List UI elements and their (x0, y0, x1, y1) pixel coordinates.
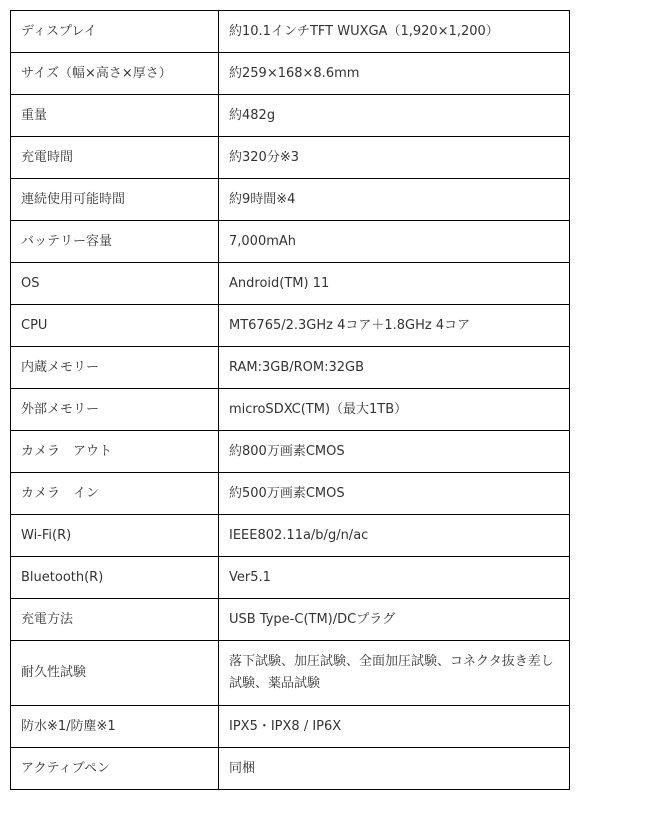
spec-value: 落下試験、加圧試験、全面加圧試験、コネクタ抜き差し試験、薬品試験 (219, 641, 570, 706)
spec-label: ディスプレイ (11, 11, 219, 53)
table-row (11, 179, 570, 221)
spec-label: Bluetooth(R) (11, 557, 219, 599)
spec-label: 重量 (11, 95, 219, 137)
table-row (11, 473, 570, 515)
spec-value: USB Type-C(TM)/DCプラグ (219, 599, 570, 641)
table-row (11, 347, 570, 389)
spec-value: Android(TM) 11 (219, 263, 570, 305)
spec-label: 外部メモリー (11, 389, 219, 431)
spec-value: 約500万画素CMOS (219, 473, 570, 515)
table-row (11, 599, 570, 641)
spec-label: 充電時間 (11, 137, 219, 179)
spec-value: 約259×168×8.6mm (219, 53, 570, 95)
table-row (11, 221, 570, 263)
table-row (11, 95, 570, 137)
spec-value: microSDXC(TM)（最大1TB） (219, 389, 570, 431)
spec-label: サイズ（幅×高さ×厚さ） (11, 53, 219, 95)
spec-value: 約9時間※4 (219, 179, 570, 221)
spec-label: Wi-Fi(R) (11, 515, 219, 557)
spec-value: 同梱 (219, 748, 570, 790)
spec-table (10, 10, 570, 790)
table-row (11, 515, 570, 557)
spec-value: IEEE802.11a/b/g/n/ac (219, 515, 570, 557)
spec-value: Ver5.1 (219, 557, 570, 599)
spec-value: 約10.1インチTFT WUXGA（1,920×1,200） (219, 11, 570, 53)
table-row (11, 389, 570, 431)
spec-label: バッテリー容量 (11, 221, 219, 263)
table-row (11, 137, 570, 179)
spec-label: アクティブペン (11, 748, 219, 790)
spec-label: CPU (11, 305, 219, 347)
table-row (11, 706, 570, 748)
spec-value: 7,000mAh (219, 221, 570, 263)
spec-label: カメラ イン (11, 473, 219, 515)
spec-value: 約482g (219, 95, 570, 137)
spec-label: 内蔵メモリー (11, 347, 219, 389)
spec-label: 防水※1/防塵※1 (11, 706, 219, 748)
table-row (11, 748, 570, 790)
spec-value: IPX5・IPX8 / IP6X (219, 706, 570, 748)
spec-label: 連続使用可能時間 (11, 179, 219, 221)
spec-label: 耐久性試験 (11, 641, 219, 706)
table-row (11, 305, 570, 347)
table-row (11, 431, 570, 473)
table-row (11, 11, 570, 53)
spec-label: 充電方法 (11, 599, 219, 641)
spec-value: MT6765/2.3GHz 4コア＋1.8GHz 4コア (219, 305, 570, 347)
table-row (11, 641, 570, 706)
table-row (11, 263, 570, 305)
spec-label: カメラ アウト (11, 431, 219, 473)
spec-label: OS (11, 263, 219, 305)
spec-value: 約320分※3 (219, 137, 570, 179)
table-row (11, 557, 570, 599)
spec-value: RAM:3GB/ROM:32GB (219, 347, 570, 389)
table-row (11, 53, 570, 95)
spec-value: 約800万画素CMOS (219, 431, 570, 473)
